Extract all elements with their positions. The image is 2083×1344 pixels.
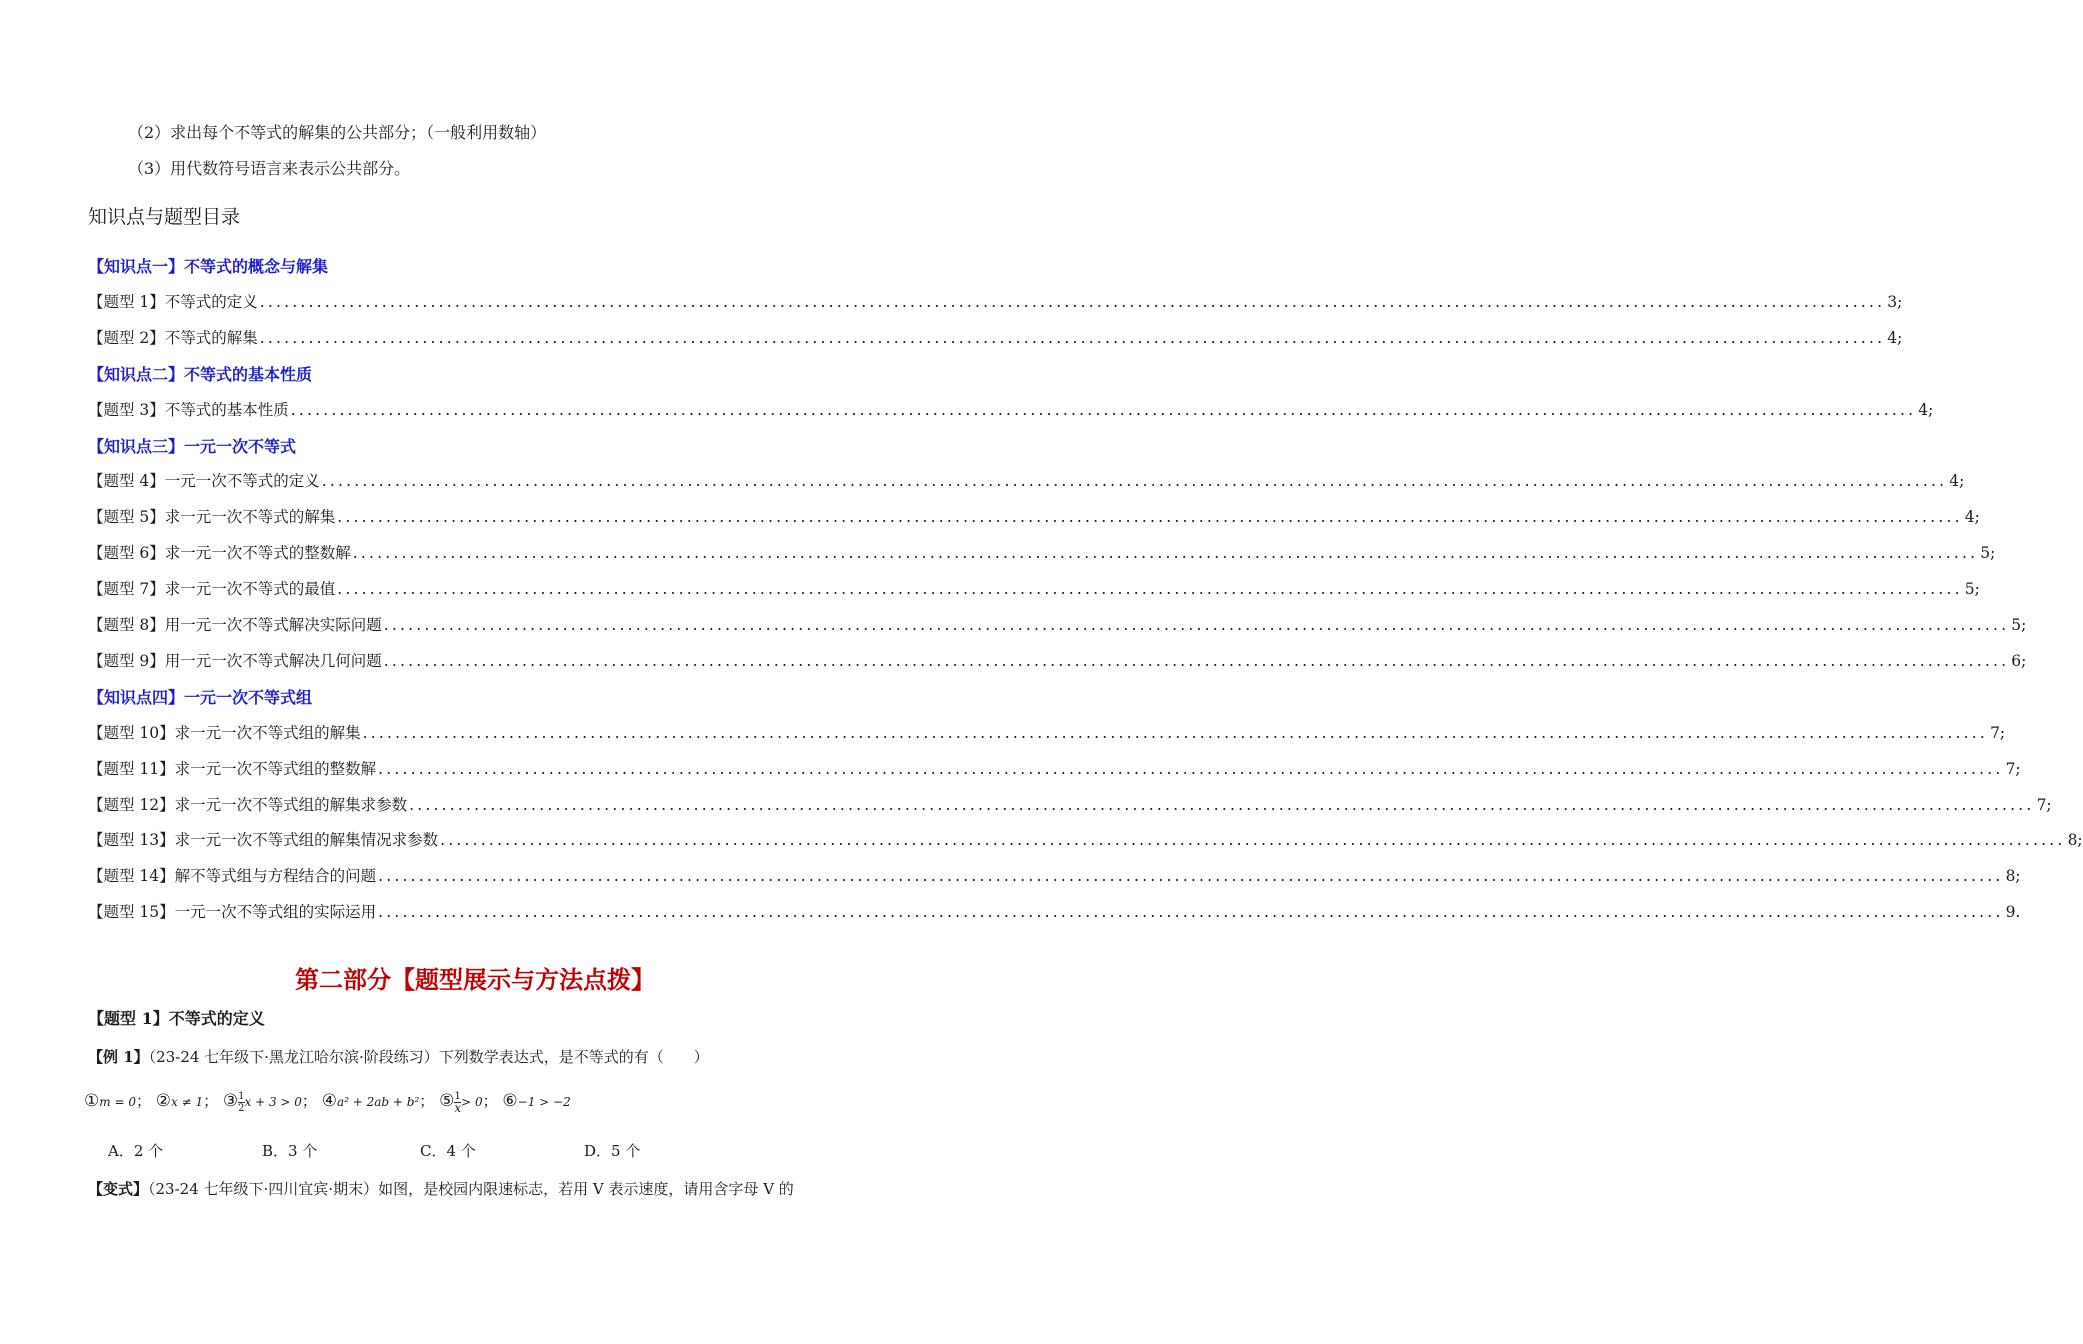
toc-page-number: 5;	[2011, 616, 2027, 634]
step-2-text: （2）求出每个不等式的解集的公共部分；（一般利用数轴）	[128, 123, 547, 142]
separator: ；	[419, 1092, 435, 1110]
fraction-numerator: 1	[238, 1090, 245, 1102]
toc-item[interactable]	[88, 398, 1934, 420]
toc-leader-dots: ........................................................................................................................................................................................................	[337, 508, 1963, 526]
example-text: （23-24 七年级下·黑龙江哈尔滨·阶段练习）下列数学表达式，是不等式的有（ ）	[148, 1048, 709, 1066]
toc-item-label: 【题型 7】求一元一次不等式的最值	[88, 580, 336, 598]
toc-page-number: 3;	[1887, 293, 1903, 311]
separator: ；	[301, 1092, 317, 1110]
toc-page-number: 4;	[1964, 508, 1980, 526]
toc-item[interactable]	[88, 721, 2006, 743]
expression-list	[84, 1090, 571, 1114]
separator: ；	[135, 1092, 151, 1110]
choice-d: D．5 个	[584, 1142, 641, 1160]
example-1	[88, 1046, 709, 1067]
toc-page-number: 4;	[1887, 329, 1903, 347]
toc-page-number: 7;	[1990, 724, 2006, 742]
expr-5: > 0	[461, 1095, 483, 1109]
toc-item-label: 【题型 12】求一元一次不等式组的解集求参数	[88, 796, 408, 814]
variant-question	[88, 1178, 794, 1199]
variant-tag: 【变式】	[88, 1180, 149, 1198]
toc-item-label: 【题型 10】求一元一次不等式组的解集	[88, 724, 361, 742]
toc-page-number: 7;	[2005, 760, 2021, 778]
toc-leader-dots: ........................................................................................................................................................................................................	[378, 903, 2004, 921]
step-3-text: （3）用代数符号语言来表示公共部分。	[128, 159, 411, 178]
toc-item-label: 【题型 3】不等式的基本性质	[88, 401, 289, 419]
toc-item-label: 【题型 5】求一元一次不等式的解集	[88, 508, 336, 526]
toc-item[interactable]	[88, 757, 2021, 779]
toc-page-number: 4;	[1949, 472, 1965, 490]
choice-a: A．2 个	[108, 1142, 164, 1160]
fraction-numerator: 1	[454, 1090, 461, 1102]
toc-leader-dots: ........................................................................................................................................................................................................	[383, 652, 2010, 670]
toc-item[interactable]	[88, 577, 1980, 599]
toc-item-label: 【题型 8】用一元一次不等式解决实际问题	[88, 616, 382, 634]
example-tag: 【例 1】	[88, 1048, 149, 1066]
toc-page-number: 9.	[2005, 903, 2021, 921]
toc-page-number: 5;	[1980, 544, 1996, 562]
expr-4: a² + 2ab + b²	[336, 1095, 420, 1109]
part-title: 第二部分【题型展示与方法点拨】	[295, 965, 655, 994]
toc-page-number: 8;	[2067, 831, 2083, 849]
toc-item-label: 【题型 15】一元一次不等式组的实际运用	[88, 903, 377, 921]
item-2-marker: ②	[155, 1091, 171, 1111]
toc-title: 知识点与题型目录	[88, 206, 241, 228]
toc-item[interactable]	[88, 326, 1903, 348]
knowledge-point-heading: 【知识点二】不等式的基本性质	[88, 365, 313, 384]
toc-item-label: 【题型 11】求一元一次不等式组的整数解	[88, 760, 377, 778]
fraction-denominator: x	[454, 1100, 462, 1115]
toc-item-label: 【题型 4】一元一次不等式的定义	[88, 472, 320, 490]
toc-item-label: 【题型 1】不等式的定义	[88, 293, 258, 311]
toc-item[interactable]	[88, 613, 2027, 635]
toc-leader-dots: ........................................................................................................................................................................................................	[440, 831, 2066, 849]
knowledge-point-heading: 【知识点四】一元一次不等式组	[88, 688, 313, 707]
toc-item[interactable]	[88, 505, 1980, 527]
toc-item[interactable]	[88, 793, 2052, 815]
toc-item[interactable]	[88, 828, 2083, 850]
toc-item[interactable]	[88, 900, 2021, 922]
fraction-denominator: 2	[238, 1102, 245, 1114]
toc-leader-dots: ........................................................................................................................................................................................................	[362, 724, 1989, 742]
expr-2: x ≠ 1	[171, 1095, 204, 1109]
knowledge-point-heading: 【知识点三】一元一次不等式	[88, 437, 297, 456]
toc-item[interactable]	[88, 864, 2021, 886]
toc-page-number: 6;	[2011, 652, 2027, 670]
expr-3: x + 3 > 0	[244, 1095, 302, 1109]
toc-leader-dots: ........................................................................................................................................................................................................	[321, 472, 1948, 490]
toc-leader-dots: ........................................................................................................................................................................................................	[259, 329, 1886, 347]
toc-leader-dots: ........................................................................................................................................................................................................	[383, 616, 2010, 634]
choice-b: B．3 个	[262, 1142, 318, 1160]
toc-item[interactable]	[88, 290, 1903, 312]
toc-leader-dots: ........................................................................................................................................................................................................	[259, 293, 1886, 311]
toc-leader-dots: ........................................................................................................................................................................................................	[352, 544, 1979, 562]
toc-leader-dots: ........................................................................................................................................................................................................	[290, 401, 1917, 419]
item-3-marker: ③	[222, 1091, 239, 1111]
toc-item[interactable]	[88, 541, 1996, 563]
knowledge-point-heading: 【知识点一】不等式的概念与解集	[88, 257, 329, 276]
separator: ；	[203, 1092, 219, 1110]
item-1-marker: ①	[84, 1091, 100, 1111]
toc-leader-dots: ........................................................................................................................................................................................................	[378, 867, 2004, 885]
toc-page-number: 8;	[2005, 867, 2021, 885]
toc-item[interactable]	[88, 469, 1965, 491]
toc-item-label: 【题型 6】求一元一次不等式的整数解	[88, 544, 351, 562]
toc-page-number: 5;	[1964, 580, 1980, 598]
toc-item-label: 【题型 14】解不等式组与方程结合的问题	[88, 867, 377, 885]
toc-item-label: 【题型 13】求一元一次不等式组的解集情况求参数	[88, 831, 439, 849]
item-4-marker: ④	[321, 1091, 337, 1111]
toc-leader-dots: ........................................................................................................................................................................................................	[378, 760, 2004, 778]
variant-text: （23-24 七年级下·四川宜宾·期末）如图，是校园内限速标志，若用 V 表示速度，请用含字母 V 的	[148, 1180, 794, 1198]
toc-leader-dots: ........................................................................................................................................................................................................	[409, 796, 2035, 814]
toc-page-number: 4;	[1918, 401, 1934, 419]
expr-1: m = 0	[99, 1095, 136, 1109]
item-6-marker: ⑥	[502, 1091, 518, 1111]
toc-item-label: 【题型 9】用一元一次不等式解决几何问题	[88, 652, 382, 670]
toc-leader-dots: ........................................................................................................................................................................................................	[337, 580, 1963, 598]
expr-6: −1 > −2	[517, 1095, 571, 1109]
toc-item-label: 【题型 2】不等式的解集	[88, 329, 258, 347]
toc-item[interactable]	[88, 649, 2027, 671]
toc-page-number: 7;	[2036, 796, 2052, 814]
separator: ；	[482, 1092, 498, 1110]
section-title: 【题型 1】不等式的定义	[88, 1009, 265, 1028]
item-5-marker: ⑤	[439, 1091, 455, 1111]
choice-c: C．4 个	[420, 1142, 476, 1160]
